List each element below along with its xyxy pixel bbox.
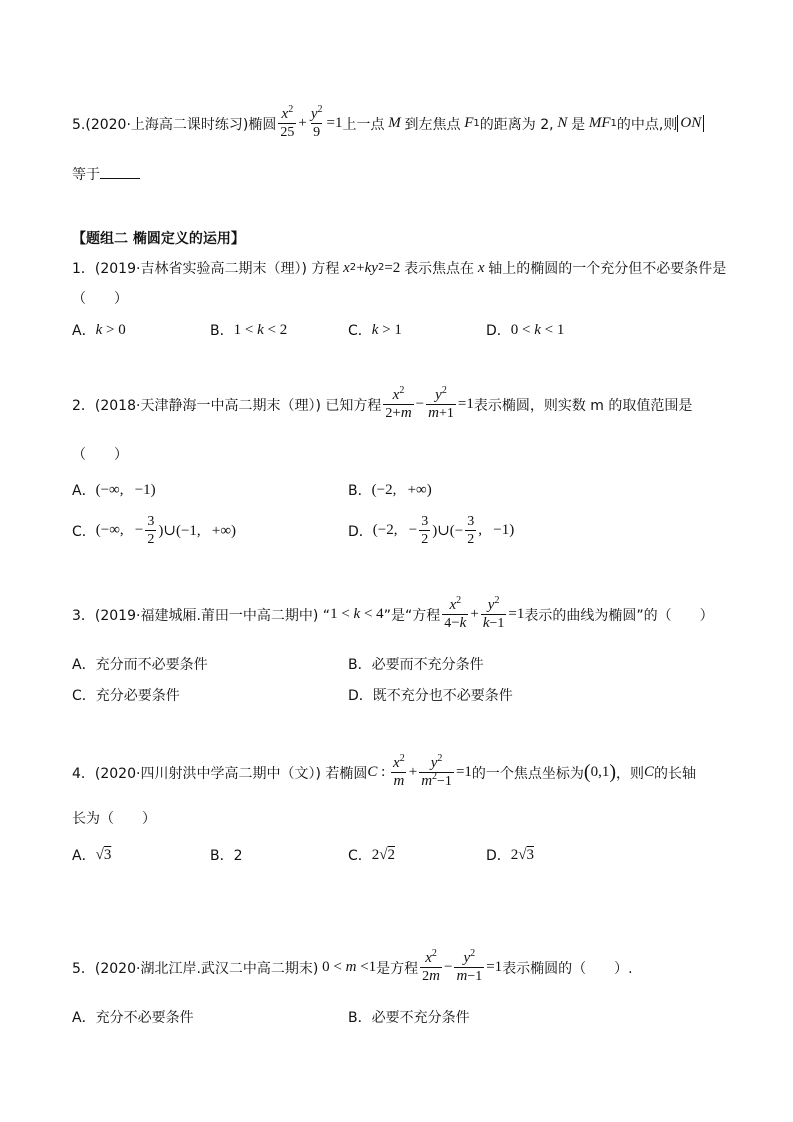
q5b-option-b[interactable]: B．必要不充分条件 <box>348 1010 470 1026</box>
q2-line1: 2．(2018·天津静海一中高二期末（理）) 已知方程 $\frac{x^2}{2+m}$ − $\frac{y^2}{m+1}$ =1 表示椭圆，则实数 m 的取值范围是 <box>72 385 693 421</box>
q5a-prefix: 5.(2020·上海高二课时练习)椭圆 <box>72 116 277 133</box>
q3-line1: 3．(2019·福建城厢.莆田一中高二期中) “ 1 < k < 4 ”是“方程 $\frac{x^2}{4-k}$ + $\frac{y^2}{k-1}$ =1 表示的曲线为椭圆”的（ ） <box>72 595 714 631</box>
q4-option-a[interactable]: A． √3 <box>72 846 112 864</box>
q3-option-a[interactable]: A．充分而不必要条件 <box>72 657 208 673</box>
q1-option-d[interactable]: D． 0 < k < 1 <box>486 321 565 339</box>
q5a-line1: 5.(2020·上海高二课时练习)椭圆 $\frac{x^2}{25}$ + $\frac{y^2}{9}$ =1 上一点 M 到左焦点 F 1 的距离为 2, N 是 MF 1 的中点,则 ON <box>72 106 704 141</box>
q4-option-b[interactable]: B．2 <box>210 848 243 864</box>
q2-option-a[interactable]: A． (−∞, −1) <box>72 481 156 499</box>
q4-frac-x: $\frac{x^2}{m}$ <box>393 753 405 789</box>
q5a-frac-x: $\frac{x^2}{25}$ <box>280 104 295 140</box>
q1-option-a[interactable]: A． k > 0 <box>72 321 126 339</box>
q4-frac-y: $\frac{y^2}{m^2-1}$ <box>421 753 452 789</box>
q5b-frac-x: $\frac{x^2}{2m}$ <box>422 948 440 984</box>
q5a-line2: 等于 <box>72 164 140 184</box>
q3-frac-y: $\frac{y^2}{k-1}$ <box>482 595 505 631</box>
q4-option-c[interactable]: C． 2√2 <box>348 846 396 864</box>
q2-line2: （ ） <box>72 447 128 463</box>
answer-blank[interactable] <box>100 164 140 179</box>
q1-line2: （ ） <box>72 291 128 307</box>
q5a-on-abs: ON <box>677 115 704 132</box>
q5b-frac-y: $\frac{y^2}{m-1}$ <box>456 948 483 984</box>
q4-line2: 长为（ ） <box>72 811 156 827</box>
q3-option-b[interactable]: B．必要而不充分条件 <box>348 657 484 673</box>
q2-frac-y: $\frac{y^2}{m+1}$ <box>428 385 454 421</box>
q2-frac-x: $\frac{x^2}{2+m}$ <box>385 385 412 421</box>
q5b-line1: 5．(2020·湖北江岸.武汉二中高二期末) 0 < m <1 是方程 $\frac{x^2}{2m}$ − $\frac{y^2}{m-1}$ =1 表示椭圆的（ ）. <box>72 948 633 984</box>
q1-option-c[interactable]: C． k > 1 <box>348 321 402 339</box>
q3-option-d[interactable]: D．既不充分也不必要条件 <box>348 688 513 704</box>
q5b-option-a[interactable]: A．充分不必要条件 <box>72 1010 194 1026</box>
q3-frac-x: $\frac{x^2}{4-k}$ <box>444 595 467 631</box>
q1-line1: 1．(2019·吉林省实验高二期末（理）) 方程 x 2 + ky 2 =2 表示焦点在 x 轴上的椭圆的一个充分但不必要条件是 <box>72 259 727 277</box>
q5a-frac-y: $\frac{y^2}{9}$ <box>310 104 323 140</box>
q3-option-c[interactable]: C．充分必要条件 <box>72 688 180 704</box>
group-title: 【题组二 椭圆定义的运用】 <box>72 231 245 247</box>
q2-option-d[interactable]: D． (−2, − $\frac{3}{2}$ )∪(− $\frac{3}{2}$ , −1) <box>348 514 515 547</box>
q1-option-b[interactable]: B． 1 < k < 2 <box>210 321 288 339</box>
q2-option-c[interactable]: C． (−∞, − $\frac{3}{2}$ )∪(−1, +∞) <box>72 514 237 547</box>
q4-line1: 4．(2020·四川射洪中学高二期中（文）) 若椭圆 C : $\frac{x^2}{m}$ + $\frac{y^2}{m^2-1}$ =1 的一个焦点坐标为 ( 0,1 ) ，则 C 的长轴 <box>72 753 697 789</box>
q2-option-b[interactable]: B． (−2, +∞) <box>348 481 432 499</box>
q4-option-d[interactable]: D． 2√3 <box>486 846 535 864</box>
